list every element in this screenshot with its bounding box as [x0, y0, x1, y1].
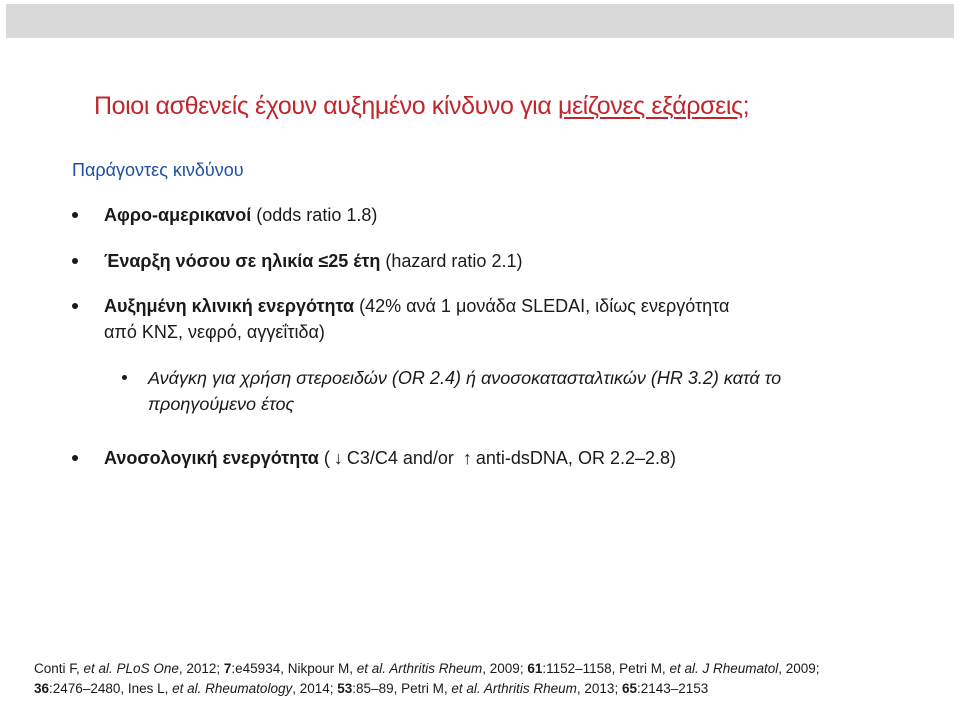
sub-bullet-dot-icon	[122, 375, 127, 380]
bullet-dot-icon	[72, 258, 78, 264]
down-arrow-icon: ↓	[333, 448, 343, 468]
bullet-clinical-activity: Αυξημένη κλινική ενεργότητα (42% ανά 1 μονάδα SLEDAI, ιδίως ενεργότητα από ΚΝΣ, νεφρό, αγγεΐτιδα)	[104, 296, 730, 342]
slide-title: Ποιοι ασθενείς έχουν αυξημένο κίνδυνο για μείζονες εξάρσεις;	[94, 92, 750, 120]
bullet-dot-icon	[72, 212, 78, 218]
up-arrow-icon: ↑	[462, 448, 472, 468]
bullet-dot-icon	[72, 455, 78, 461]
bullet-immunologic-activity: Ανοσολογική ενεργότητα ( ↓ C3/C4 and/or ↑ anti-dsDNA, OR 2.2–2.8)	[104, 445, 676, 471]
bullet-african-american: Αφρο-αμερικανοί (odds ratio 1.8)	[104, 205, 378, 225]
bullet-onset-age: Έναρξη νόσου σε ηλικία ≤25 έτη (hazard ratio 2.1)	[104, 251, 523, 271]
title-underlined: μείζονες εξάρσεις	[557, 92, 743, 120]
risk-factors-heading: Παράγοντες κινδύνου	[72, 160, 244, 180]
references: Conti F, et al. PLoS One, 2012; 7:e45934, Nikpour M, et al. Arthritis Rheum, 2009; 61:1152–1158, Petri M, et al. J Rheumatol, 2009; 36:2476–2480, Ines L, et al. Rheumatology, 2014; 53:85–89, Petri M, et al. Arthritis Rheum, 2013; 65:2143–2153	[34, 661, 820, 696]
top-banner	[6, 4, 954, 38]
sub-bullet-treatment: Ανάγκη για χρήση στεροειδών (OR 2.4) ή ανοσοκατασταλτικών (HR 3.2) κατά το προηγούμενο έτος	[148, 368, 782, 414]
bullet-dot-icon	[72, 303, 78, 309]
